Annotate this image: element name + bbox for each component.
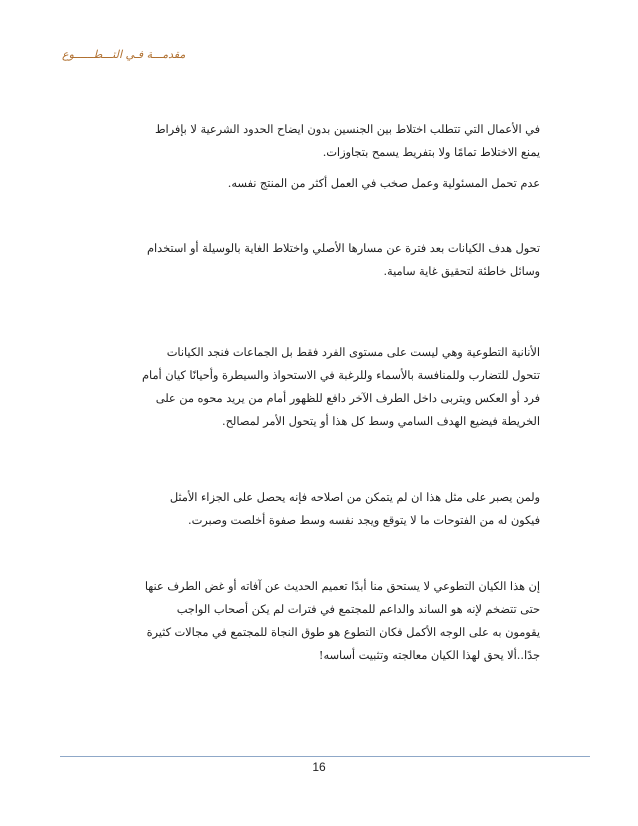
footer-divider <box>60 756 590 757</box>
running-header-title: مقدمـــة فـي التـــطــــــوع <box>62 48 186 61</box>
paragraph-volunteer-selfishness: الأنانية التطوعية وهي ليست على مستوى الفرد فقط بل الجماعات فنجد الكيانات تتحول للتضارب وللمنافسة بالأسماء وللرغبة في الاستحواذ والسيطرة وأحيانًا كيان أمام فرد أو العكس ويتربى داخل الطرف الآخر دافع للظهور أمام من يريد محوه من على الخريطة فيضيع الهدف السامي وسط كل هذا أو يتحول الأمر لمصالح. <box>142 346 540 428</box>
paragraph-lack-of-responsibility: عدم تحمل المسئولية وعمل صخب في العمل أكثر من المنتج نفسه. <box>227 177 540 190</box>
paragraph-mixed-gender-work: في الأعمال التي تتطلب اختلاط بين الجنسين بدون ايضاح الحدود الشرعية لا بإفراط يمنع الاختلاط تمامًا ولا بتفريط يسمح بتجاوزات. <box>155 123 540 159</box>
paragraph-patience-reward: ولمن يصبر على مثل هذا ان لم يتمكن من اصلاحه فإنه يحصل على الجزاء الأمثل فيكون له من الفتوحات ما لا يتوقع ويجد نفسه وسط صفوة أخلصت وصبرت. <box>169 491 540 527</box>
paragraph-volunteer-entity-value: إن هذا الكيان التطوعي لا يستحق منا أبدًا تعميم الحديث عن آفاته أو غض الطرف عنها حتى تتضخم لإنه هو الساند والداعم للمجتمع في فترات لم يكن أصحاب الواجب يقومون به على الوجه الأكمل فكان التطوع هو طوق النجاة للمجتمع في مجالات كثيرة جدًا..ألا يحق لهذا الكيان معالجته وتثبيت أساسه! <box>144 580 540 662</box>
paragraph-goal-deviation: تحول هدف الكيانات بعد فترة عن مسارها الأصلي واختلاط الغاية بالوسيلة أو استخدام وسائل خاطئة لتحقيق غاية سامية. <box>147 242 540 278</box>
page-number: 16 <box>312 760 326 774</box>
